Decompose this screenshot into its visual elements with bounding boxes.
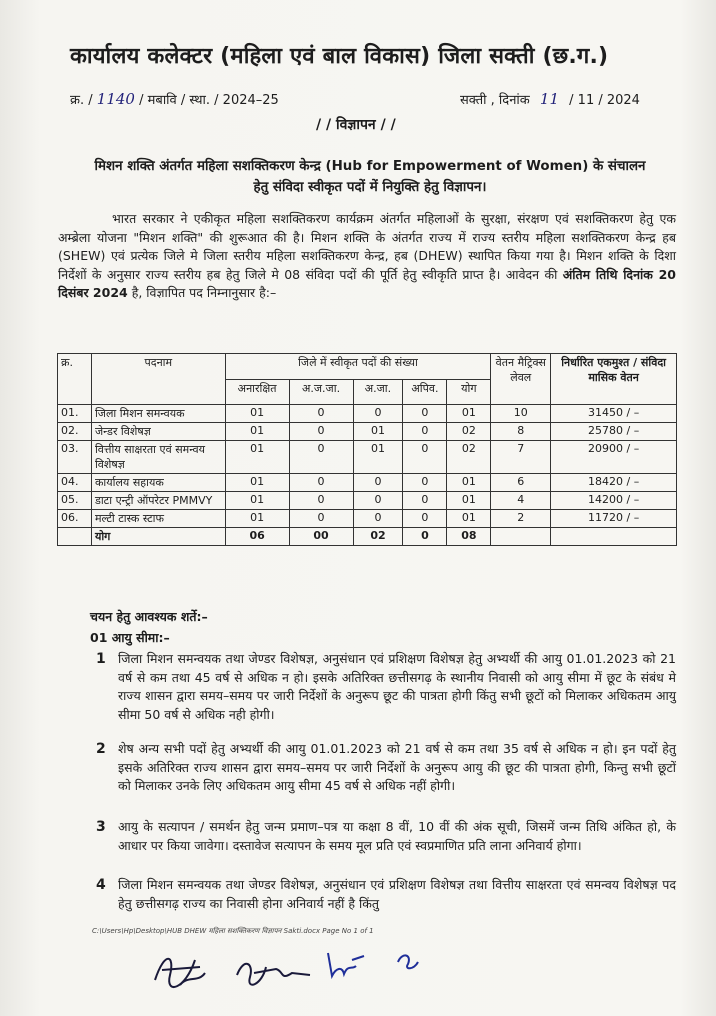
row-sno: 02. xyxy=(58,423,92,441)
row-sno: 01. xyxy=(58,405,92,423)
row-post: कार्यालय सहायक xyxy=(91,474,225,492)
row-level: 2 xyxy=(491,510,551,528)
total-total: 08 xyxy=(447,528,491,546)
row-sc: 0 xyxy=(353,405,403,423)
row-level: 7 xyxy=(491,441,551,474)
row-post: वित्तीय साक्षरता एवं समन्वय विशेषज्ञ xyxy=(91,441,225,474)
row-st: 0 xyxy=(289,441,353,474)
intro-deadline: अंतिम तिथि दिनांक 20 दिसंबर 2024 xyxy=(58,266,676,300)
row-sno: 06. xyxy=(58,510,92,528)
row-ur: 01 xyxy=(225,423,289,441)
subheader-st: अ.ज.जा. xyxy=(289,379,353,405)
footer-file-path: C:\Users\Hp\Desktop\HUB DHEW महिला सशक्तिकरण विज्ञापन Sakti.docx Page No 1 of 1 xyxy=(92,927,374,935)
row-level: 8 xyxy=(491,423,551,441)
total-sc: 02 xyxy=(353,528,403,546)
ref-mid: / मबावि / स्था. / 2024–25 xyxy=(139,93,279,108)
condition-text: शेष अन्य सभी पदों हेतु अभ्यर्थी की आयु 01.01.2023 को 21 वर्ष से कम तथा 35 वर्ष से अधिक न हो। इन पदों हेतु इसके अतिरिक्त राज्य शासन द्वारा समय–समय पर जारी निर्देशों के अनुरूप आयु की छूट की पात्रता होगी, किन्तु सभी छूटों को मिलाकर उनके लिए अधिकतम आयु सीमा 45 वर्ष से अधिक नहीं होगी। xyxy=(118,741,676,793)
place-date-prefix: सक्ती , दिनांक xyxy=(460,93,530,108)
signature-3 xyxy=(322,948,367,983)
signature-2 xyxy=(232,955,312,990)
intro-text: भारत सरकार ने एकीकृत महिला सशक्तिकरण कार्यक्रम अंतर्गत महिलाओं के सुरक्षा, संरक्षण एवं सशक्तिकरण हेतु एक अम्ब्रेला योजना "मिशन शक्ति" की शुरूआत की है। मिशन शक्ति के अंतर्गत राज्य में राज्य स्तरीय महिला सशक्तिकरण केन्द्र हब (SHEW) एवं प्रत्येक जिले मे जिला स्तरीय महिला सशक्तिकरण केन्द्र, हब (DHEW) स्थापित किया गया है। मिशन शक्ति के दिशा निर्देशों के अनुसार राज्य स्तरीय हब हेतु जिले मे 08 संविदा पदों की पूर्ति हेतु स्वीकृति प्राप्त है। आवेदन की xyxy=(58,211,676,282)
conditions-heading: चयन हेतु आवश्यक शर्ते:– xyxy=(90,609,208,624)
row-ur: 01 xyxy=(225,510,289,528)
heading-line-1: मिशन शक्ति अंतर्गत महिला सशक्तिकरण केन्द्र (Hub for Empowerment of Women) के संचालन xyxy=(94,159,646,174)
row-sc: 01 xyxy=(353,423,403,441)
row-sc: 01 xyxy=(353,441,403,474)
row-salary: 14200 / – xyxy=(551,492,677,510)
row-obc: 0 xyxy=(403,405,447,423)
total-sno xyxy=(58,528,92,546)
row-total: 01 xyxy=(447,492,491,510)
age-limit-heading: 01 आयु सीमा:– xyxy=(90,630,170,645)
intro-paragraph xyxy=(58,210,676,303)
date-handwritten-day: 11 xyxy=(539,90,560,108)
reference-number xyxy=(70,90,279,108)
condition-item xyxy=(96,650,676,724)
table-row xyxy=(58,492,677,510)
header-level: वेतन मैट्रिक्स लेवल xyxy=(491,354,551,405)
row-ur: 01 xyxy=(225,441,289,474)
heading-line-2: हेतु संविदा स्वीकृत पदों में नियुक्ति हेतु विज्ञापन। xyxy=(253,180,487,195)
row-post: जेन्डर विशेषज्ञ xyxy=(91,423,225,441)
subheader-sc: अ.जा. xyxy=(353,379,403,405)
condition-item xyxy=(96,818,676,855)
condition-text: आयु के सत्यापन / समर्थन हेतु जन्म प्रमाण–पत्र या कक्षा 8 वीं, 10 वीं की अंक सूची, जिसमें जन्म तिथि अंकित हो, के आधार पर किया जावेगा। दस्तावेज सत्यापन के समय मूल प्रति एवं स्वप्रमाणित प्रति लाना अनिवार्य होगा। xyxy=(118,819,676,853)
row-level: 4 xyxy=(491,492,551,510)
row-sno: 03. xyxy=(58,441,92,474)
row-st: 0 xyxy=(289,492,353,510)
subheader-obc: अपिव. xyxy=(403,379,447,405)
row-obc: 0 xyxy=(403,474,447,492)
office-title: कार्यालय कलेक्टर (महिला एवं बाल विकास) जिला सक्ती (छ.ग.) xyxy=(70,44,609,69)
row-total: 02 xyxy=(447,423,491,441)
place-date xyxy=(460,90,640,108)
total-level xyxy=(491,528,551,546)
row-sc: 0 xyxy=(353,492,403,510)
row-st: 0 xyxy=(289,405,353,423)
row-salary: 11720 / – xyxy=(551,510,677,528)
row-salary: 20900 / – xyxy=(551,441,677,474)
condition-item xyxy=(96,876,676,913)
total-label: योग xyxy=(91,528,225,546)
header-sno: क्र. xyxy=(58,354,92,405)
table-header-row xyxy=(58,354,677,380)
total-ur: 06 xyxy=(225,528,289,546)
row-salary: 18420 / – xyxy=(551,474,677,492)
row-post: डाटा एन्ट्री ऑपरेटर PMMVY xyxy=(91,492,225,510)
header-post: पदनाम xyxy=(91,354,225,405)
row-total: 01 xyxy=(447,474,491,492)
condition-number: 4 xyxy=(96,877,106,893)
table-total-row xyxy=(58,528,677,546)
row-obc: 0 xyxy=(403,510,447,528)
signature-4 xyxy=(392,948,422,973)
header-sanctioned: जिले में स्वीकृत पदों की संख्या xyxy=(225,354,491,380)
condition-text: जिला मिशन समन्वयक तथा जेण्डर विशेषज्ञ, अनुसंधान एवं प्रशिक्षण विशेषज्ञ हेतु अभ्यर्थी की आयु 01.01.2023 को 21 वर्ष से कम तथा 45 वर्ष से अधिक न हो। इसके अतिरिक्त छत्तीसगढ़ के स्थानीय निवासी को आयु सीमा में छूट के संबंध मे राज्य शासन द्वारा समय–समय पर जारी निर्देशों के अनुरूप छूट की पात्रता होगी किंतु सभी छूटों को मिलाकर अधिकतम आयु सीमा 50 वर्ष से अधिक नही होगी। xyxy=(118,651,676,722)
table-row xyxy=(58,510,677,528)
condition-number: 2 xyxy=(96,741,106,757)
row-ur: 01 xyxy=(225,405,289,423)
signature-1 xyxy=(150,945,210,995)
row-st: 0 xyxy=(289,474,353,492)
posts-table xyxy=(57,353,677,546)
advertisement-heading xyxy=(60,156,680,198)
row-post: जिला मिशन समन्वयक xyxy=(91,405,225,423)
row-obc: 0 xyxy=(403,492,447,510)
row-ur: 01 xyxy=(225,474,289,492)
row-sc: 0 xyxy=(353,510,403,528)
row-total: 01 xyxy=(447,405,491,423)
row-sno: 04. xyxy=(58,474,92,492)
subheader-total: योग xyxy=(447,379,491,405)
notice-label: / / विज्ञापन / / xyxy=(316,117,396,133)
table-row xyxy=(58,423,677,441)
subheader-ur: अनारक्षित xyxy=(225,379,289,405)
row-post: मल्टी टास्क स्टाफ xyxy=(91,510,225,528)
condition-number: 1 xyxy=(96,651,106,667)
row-obc: 0 xyxy=(403,441,447,474)
total-salary xyxy=(551,528,677,546)
row-salary: 25780 / – xyxy=(551,423,677,441)
row-level: 6 xyxy=(491,474,551,492)
row-level: 10 xyxy=(491,405,551,423)
row-ur: 01 xyxy=(225,492,289,510)
row-sno: 05. xyxy=(58,492,92,510)
condition-text: जिला मिशन समन्वयक तथा जेण्डर विशेषज्ञ, अनुसंधान एवं प्रशिक्षण विशेषज्ञ तथा वित्तीय साक्षरता एवं समन्वय विशेषज्ञ पद हेतु छत्तीसगढ़ राज्य का निवासी होना अनिवार्य नहीं है किंतु xyxy=(118,877,676,911)
table-row xyxy=(58,405,677,423)
table-row xyxy=(58,441,677,474)
row-total: 02 xyxy=(447,441,491,474)
intro-tail: है, विज्ञापित पद निम्नानुसार है:– xyxy=(131,285,277,300)
date-rest: / 11 / 2024 xyxy=(569,93,640,108)
table-row xyxy=(58,474,677,492)
condition-item xyxy=(96,740,676,796)
row-sc: 0 xyxy=(353,474,403,492)
ref-handwritten-number: 1140 xyxy=(96,90,135,108)
row-salary: 31450 / – xyxy=(551,405,677,423)
row-st: 0 xyxy=(289,510,353,528)
condition-number: 3 xyxy=(96,819,106,835)
total-obc: 0 xyxy=(403,528,447,546)
row-obc: 0 xyxy=(403,423,447,441)
ref-prefix: क्र. / xyxy=(70,93,93,108)
header-salary: निर्धारित एकमुश्त / संविदा मासिक वेतन xyxy=(551,354,677,405)
row-total: 01 xyxy=(447,510,491,528)
row-st: 0 xyxy=(289,423,353,441)
total-st: 00 xyxy=(289,528,353,546)
